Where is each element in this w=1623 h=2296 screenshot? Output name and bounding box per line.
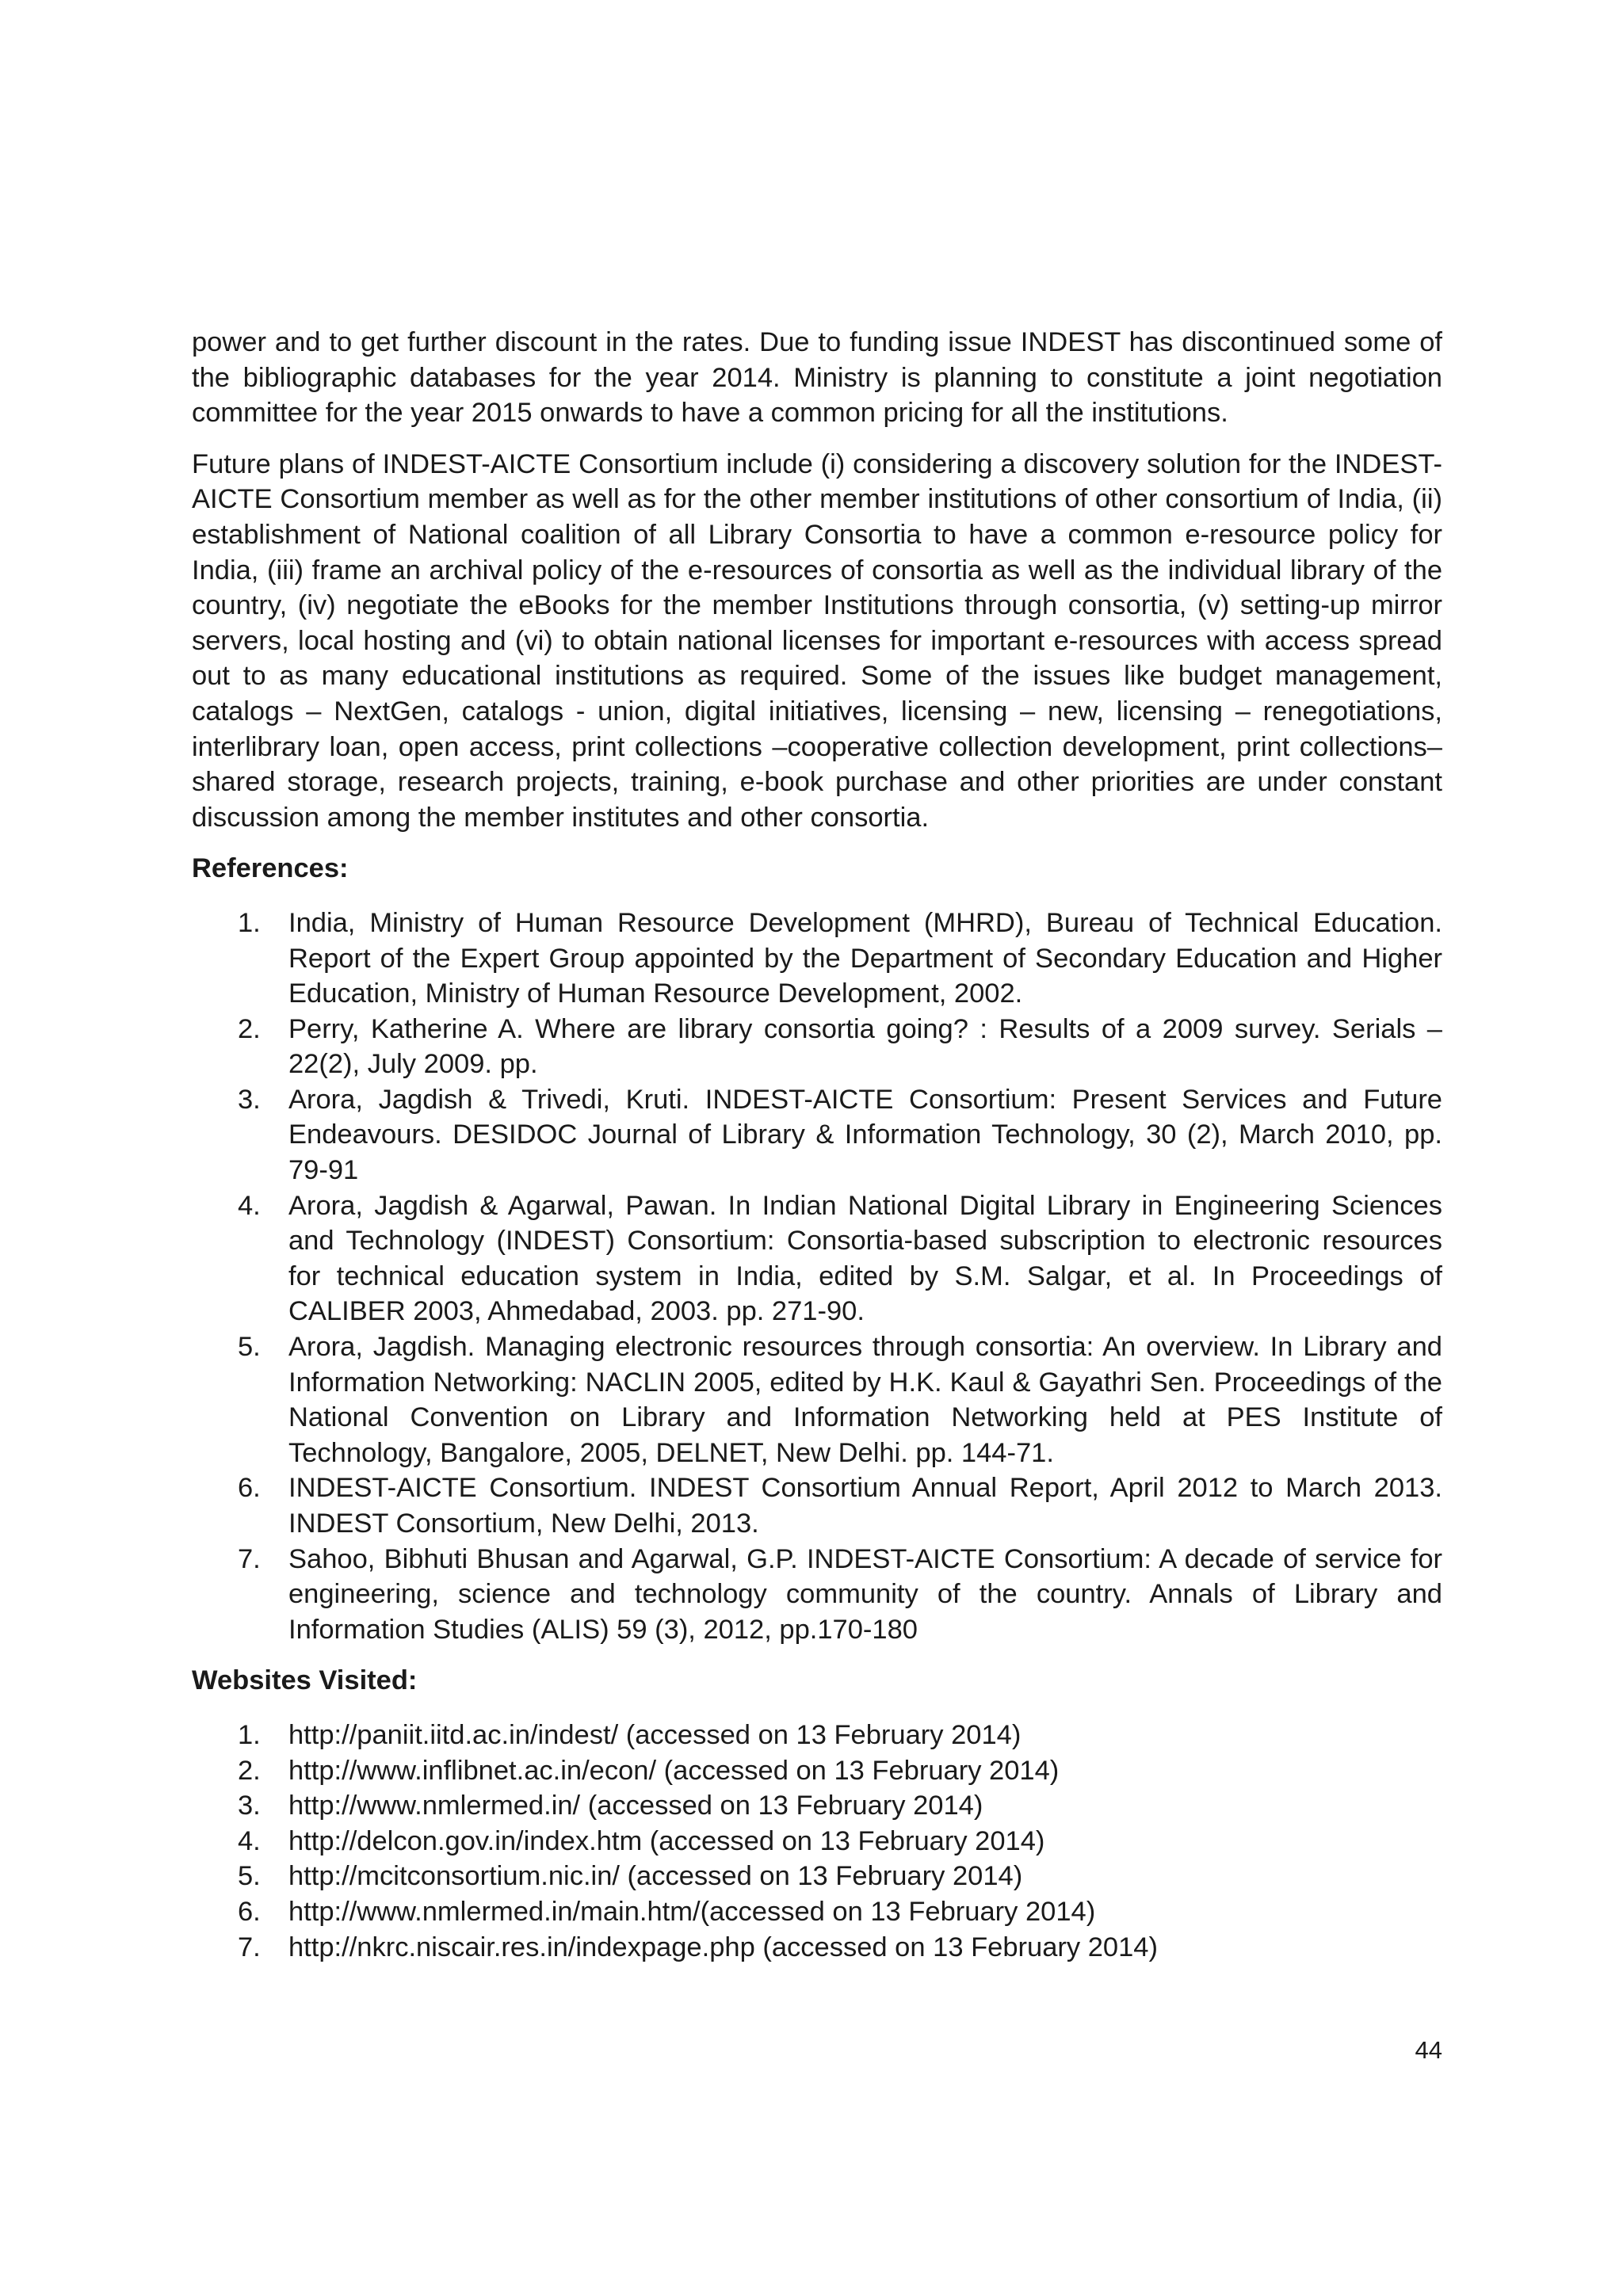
website-number: 7. xyxy=(238,1932,261,1962)
reference-text: Arora, Jagdish. Managing electronic resources through consortia: An overview. In Library and Information Networking: NACLIN 2005, edited by H.K. Kaul & Gayathri Sen. Proceedings of the National Convention on Library and Information Networking held at PES Institute of Technology, Bangalore, 2005, DELNET, New Delhi. pp. 144-71. xyxy=(288,1332,1442,1468)
website-item xyxy=(192,1753,1442,1789)
reference-number: 4. xyxy=(238,1190,261,1221)
website-number: 4. xyxy=(238,1825,261,1856)
website-item xyxy=(192,1788,1442,1824)
reference-item xyxy=(192,1470,1442,1541)
website-number: 2. xyxy=(238,1755,261,1786)
paragraph-future-plans: Future plans of INDEST-AICTE Consortium include (i) considering a discovery solution for the INDEST-AICTE Consortium member as well as for the other member institutions of other consortium of India, (ii) establishment of National coalition of all Library Consortia to have a common e-resource policy for India, (iii) frame an archival policy of the e-resources of consortia as well as the individual library of the country, (iv) negotiate the eBooks for the member Institutions through consortia, (v) setting-up mirror servers, local hosting and (vi) to obtain national licenses for important e-resources with access spread out to as many educational institutions as required. Some of the issues like budget management, catalogs – NextGen, catalogs - union, digital initiatives, licensing – new, licensing – renegotiations, interlibrary loan, open access, print collections –cooperative collection development, print collections– shared storage, research projects, training, e-book purchase and other priorities are under constant discussion among the member institutes and other consortia. xyxy=(192,448,1442,833)
website-text: http://mcitconsortium.nic.in/ (accessed on 13 February 2014) xyxy=(288,1861,1023,1892)
website-item xyxy=(192,1859,1442,1894)
reference-item xyxy=(192,1329,1442,1470)
reference-text: Arora, Jagdish & Agarwal, Pawan. In Indian National Digital Library in Engineering Sciences and Technology (INDEST) Consortium: Consortia-based subscription to electronic resources for technical education system in India, edited by S.M. Salgar, et al. In Proceedings of CALIBER 2003, Ahmedabad, 2003. pp. 271-90. xyxy=(288,1190,1442,1327)
reference-number: 1. xyxy=(238,907,261,938)
website-number: 1. xyxy=(238,1719,261,1750)
website-text: http://www.nmlermed.in/ (accessed on 13 February 2014) xyxy=(288,1791,983,1821)
reference-text: Sahoo, Bibhuti Bhusan and Agarwal, G.P. INDEST-AICTE Consortium: A decade of service for engineering, science and technology community of the country. Annals of Library and Information Studies (ALIS) 59 (3), 2012, pp.170-180 xyxy=(288,1543,1442,1645)
reference-text: Arora, Jagdish & Trivedi, Kruti. INDEST-AICTE Consortium: Present Services and Future Endeavours. DESIDOC Journal of Library & Information Technology, 30 (2), March 2010, pp. 79-91 xyxy=(288,1084,1442,1186)
reference-number: 6. xyxy=(238,1473,261,1504)
page-body xyxy=(192,325,1442,1965)
reference-item xyxy=(192,1012,1442,1082)
references-list xyxy=(192,906,1442,1647)
website-item xyxy=(192,1718,1442,1753)
references-heading: References: xyxy=(192,853,349,884)
reference-number: 5. xyxy=(238,1332,261,1363)
website-number: 6. xyxy=(238,1896,261,1927)
website-text: http://delcon.gov.in/index.htm (accessed on 13 February 2014) xyxy=(288,1825,1045,1856)
reference-item xyxy=(192,1542,1442,1648)
reference-item xyxy=(192,1082,1442,1188)
reference-text: INDEST-AICTE Consortium. INDEST Consortium Annual Report, April 2012 to March 2013. INDEST Consortium, New Delhi, 2013. xyxy=(288,1473,1442,1539)
websites-list xyxy=(192,1718,1442,1965)
website-number: 5. xyxy=(238,1861,261,1892)
reference-item xyxy=(192,1188,1442,1329)
websites-heading: Websites Visited: xyxy=(192,1665,418,1696)
reference-item xyxy=(192,906,1442,1012)
website-number: 3. xyxy=(238,1791,261,1821)
website-text: http://paniit.iitd.ac.in/indest/ (accessed on 13 February 2014) xyxy=(288,1719,1022,1750)
website-item xyxy=(192,1894,1442,1930)
website-text: http://www.nmlermed.in/main.htm/(accessed on 13 February 2014) xyxy=(288,1896,1096,1927)
reference-number: 7. xyxy=(238,1543,261,1574)
website-text: http://nkrc.niscair.res.in/indexpage.php (accessed on 13 February 2014) xyxy=(288,1932,1158,1962)
reference-text: Perry, Katherine A. Where are library consortia going? : Results of a 2009 survey. Serials – 22(2), July 2009. pp. xyxy=(288,1013,1442,1080)
reference-number: 2. xyxy=(238,1013,261,1044)
website-text: http://www.inflibnet.ac.in/econ/ (accessed on 13 February 2014) xyxy=(288,1755,1060,1786)
website-item xyxy=(192,1824,1442,1859)
page-number: 44 xyxy=(1415,2036,1442,2064)
reference-text: India, Ministry of Human Resource Development (MHRD), Bureau of Technical Education. Report of the Expert Group appointed by the Department of Secondary Education and Higher Education, Ministry of Human Resource Development, 2002. xyxy=(288,907,1442,1009)
reference-number: 3. xyxy=(238,1084,261,1115)
website-item xyxy=(192,1930,1442,1966)
paragraph-funding: power and to get further discount in the rates. Due to funding issue INDEST has discontinued some of the bibliographic databases for the year 2014. Ministry is planning to constitute a joint negotiation committee for the year 2015 onwards to have a common pricing for all the institutions. xyxy=(192,327,1442,429)
